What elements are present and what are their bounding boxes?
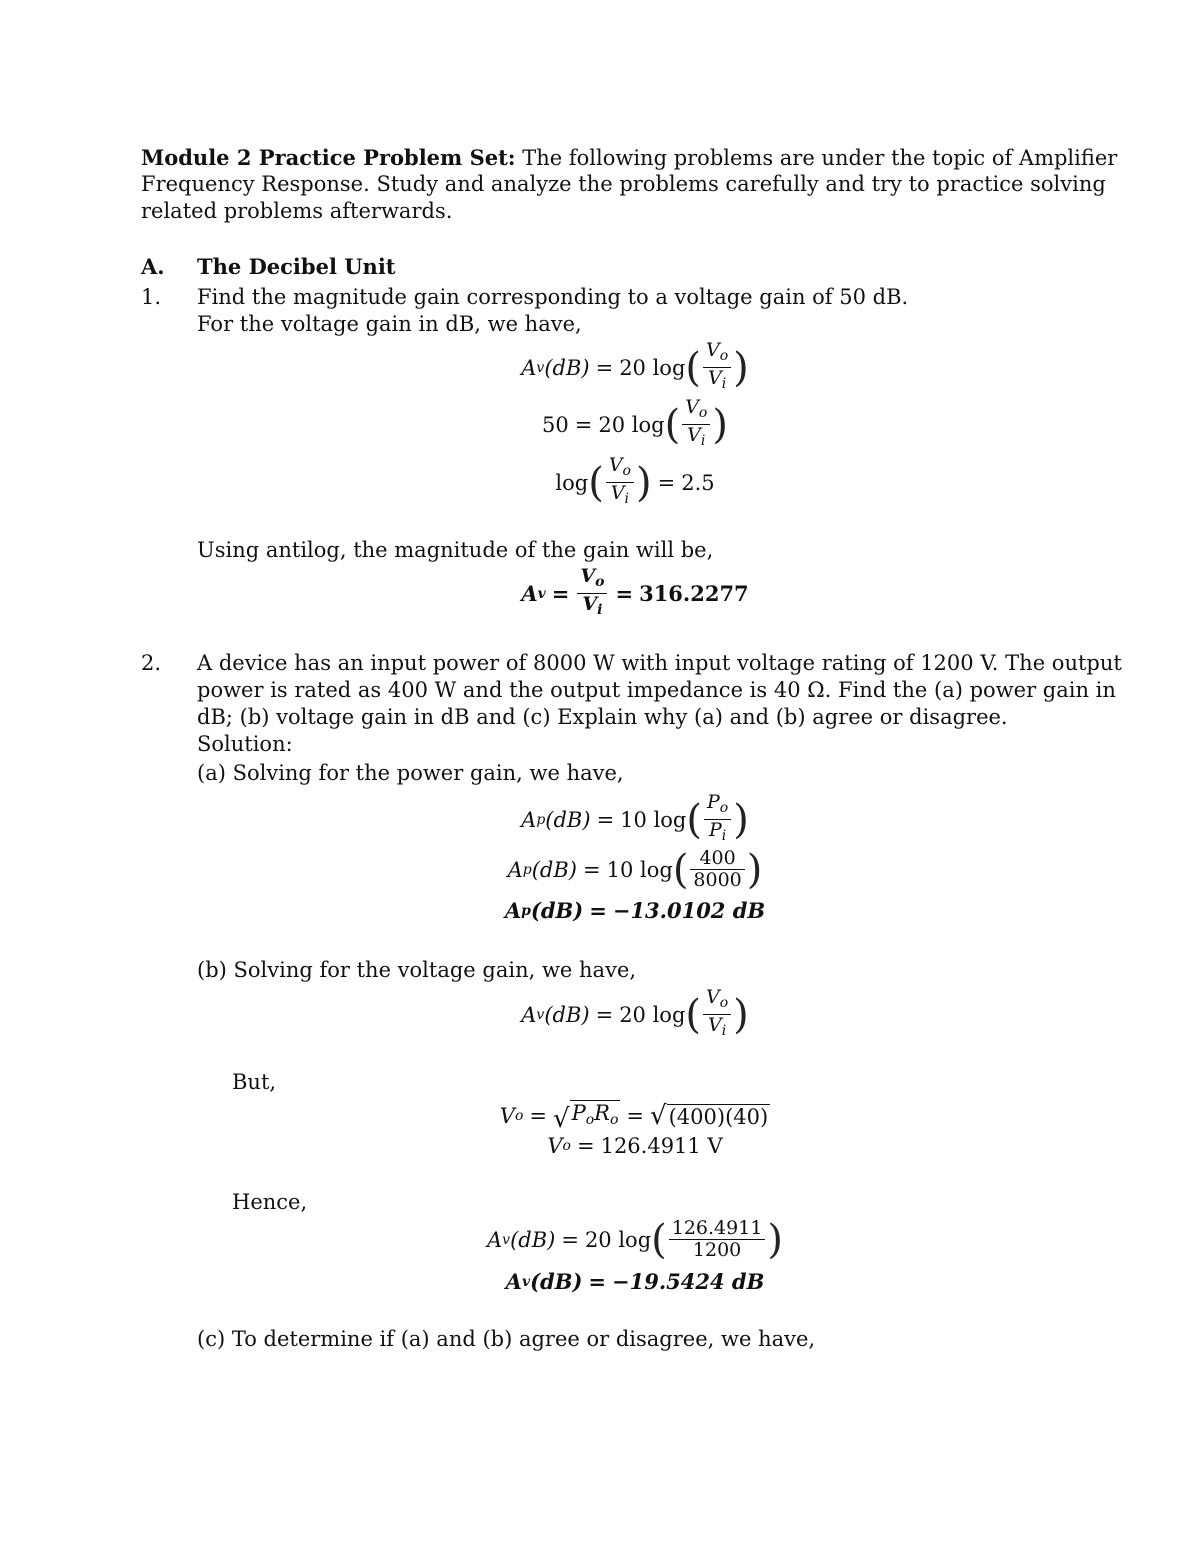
frac-num: V	[685, 396, 699, 418]
eq-equals: =	[583, 857, 601, 882]
eq-subscript: v	[537, 585, 546, 602]
eq-result: −13.0102 dB	[612, 898, 766, 923]
eq-equals: =	[615, 581, 634, 606]
eq-symbol: A	[507, 857, 523, 882]
eq-symbol: A	[504, 898, 522, 923]
eq-symbol: A	[521, 807, 537, 832]
eq-coefficient: 20 log	[584, 1227, 652, 1252]
frac-num: V	[580, 565, 596, 587]
eq-argument: (dB)	[510, 1227, 556, 1252]
frac-den: V	[687, 424, 701, 446]
but-label: But,	[232, 1070, 277, 1094]
intro-heading: Module 2 Practice Problem Set:	[141, 145, 516, 170]
equation-power-gain-result	[0, 898, 1200, 923]
eq-equals: =	[551, 581, 570, 606]
equation-voltage-gain-db-2: A v (dB) = 20 log ( $\frac{V_o}{V_i}$ )	[0, 987, 1200, 1042]
eq-result: 316.2277	[639, 581, 749, 606]
eq-symbol: A	[521, 355, 537, 380]
part-b-text: (b) Solving for the voltage gain, we have,	[197, 958, 637, 982]
eq-symbol: A	[505, 1269, 522, 1294]
frac-num: 126.4911	[671, 1217, 763, 1239]
eq-subscript: v	[536, 1006, 545, 1023]
equation-magnitude-gain	[0, 566, 1200, 621]
equation-log-ratio: log ( $\frac{V_o}{V_i}$ ) = 2.5	[0, 455, 1200, 510]
frac-num: V	[706, 339, 720, 361]
eq-coefficient: 10 log	[606, 857, 673, 882]
eq-subscript: p	[536, 811, 546, 828]
eq-subscript: o	[562, 1138, 571, 1154]
solution-label: Solution:	[197, 732, 293, 756]
intro-line-1	[141, 144, 1117, 172]
frac-den: V	[707, 367, 722, 389]
frac-den-sub: i	[721, 376, 727, 392]
part-c-text: (c) To determine if (a) and (b) agree or disagree, we have,	[197, 1327, 816, 1351]
eq-argument: (dB)	[545, 807, 591, 832]
problem-2-line-2: power is rated as 400 W and the output impedance is 40 Ω. Find the (a) power gain in	[197, 678, 1116, 702]
frac-num: P	[706, 791, 720, 813]
frac-num-sub: o	[719, 800, 729, 816]
eq-equals: =	[561, 1227, 579, 1252]
frac-den-sub: i	[597, 602, 603, 618]
eq-subscript: v	[502, 1231, 511, 1248]
eq-equals: =	[595, 1002, 614, 1027]
eq-coefficient: 20 log	[598, 412, 665, 437]
eq-coefficient: 20 log	[619, 1002, 686, 1027]
eq-fraction	[606, 455, 634, 510]
eq-equals: =	[589, 898, 607, 923]
problem-1-number: 1.	[141, 285, 162, 309]
problem-2-line-3: dB; (b) voltage gain in dB and (c) Explain why (a) and (b) agree or disagree.	[197, 705, 1008, 729]
eq-fraction	[704, 792, 731, 847]
problem-1-question: Find the magnitude gain corresponding to a voltage gain of 50 dB.	[197, 285, 909, 309]
radicand-values: (400)(40)	[668, 1105, 769, 1129]
eq-result: −19.5424 dB	[612, 1269, 765, 1294]
eq-coefficient: 10 log	[620, 807, 687, 832]
eq-subscript: p	[521, 902, 531, 919]
eq-equals: =	[529, 1104, 548, 1128]
eq-fraction	[669, 1218, 766, 1261]
eq-argument: (dB)	[530, 1269, 583, 1294]
section-a-title: The Decibel Unit	[197, 254, 396, 279]
problem-1-lead: For the voltage gain in dB, we have,	[197, 312, 582, 336]
eq-subscript: p	[522, 861, 532, 878]
frac-den: V	[610, 482, 625, 504]
section-a-letter: A.	[141, 254, 165, 279]
radicand-r: R	[594, 1101, 610, 1125]
eq-fraction	[703, 987, 731, 1042]
frac-num-sub: o	[698, 405, 708, 421]
eq-rhs: 2.5	[681, 470, 715, 495]
hence-label: Hence,	[232, 1190, 308, 1214]
eq-argument: (dB)	[544, 1002, 590, 1027]
eq-equals: =	[626, 1104, 645, 1128]
equation-power-gain-db: A p (dB) = 10 log ( $\frac{P_o}{P_i}$ )	[0, 792, 1200, 847]
frac-den-sub: i	[721, 828, 727, 844]
frac-den: V	[707, 1014, 722, 1036]
equation-voltage-gain-result	[0, 1269, 1200, 1294]
eq-argument: (dB)	[531, 857, 577, 882]
radicand-p-sub: o	[585, 1112, 595, 1128]
frac-num: V	[706, 986, 720, 1008]
intro-line-3: related problems afterwards.	[141, 199, 453, 223]
radicand-p: P	[571, 1101, 586, 1125]
eq-equals: =	[596, 807, 615, 832]
eq-result: 126.4911 V	[600, 1134, 723, 1158]
equation-output-voltage-result	[0, 1134, 1200, 1158]
eq-fraction	[703, 340, 731, 395]
eq-fraction	[682, 397, 710, 452]
eq-fraction	[577, 566, 607, 621]
eq-fraction	[690, 848, 744, 891]
eq-subscript: v	[536, 359, 545, 376]
frac-den: V	[582, 593, 598, 615]
eq-equals: =	[588, 1269, 607, 1294]
eq-symbol: A	[521, 1002, 537, 1027]
frac-num-sub: o	[622, 463, 631, 479]
eq-equals: =	[574, 412, 593, 437]
eq-subscript: o	[514, 1108, 524, 1124]
frac-den-sub: i	[700, 433, 706, 449]
eq-function: log	[555, 470, 589, 495]
intro-line-2: Frequency Response. Study and analyze the problems carefully and try to practice solving	[141, 172, 1106, 196]
equation-output-voltage	[0, 1100, 1200, 1132]
sqrt-symbol: √ $P_oR_o$	[553, 1101, 619, 1134]
frac-den: 8000	[693, 869, 742, 891]
problem-2-number: 2.	[141, 651, 162, 675]
frac-den-sub: i	[721, 1023, 727, 1039]
eq-argument: (dB)	[530, 898, 584, 923]
eq-symbol: V	[499, 1104, 515, 1128]
antilog-text: Using antilog, the magnitude of the gain will be,	[197, 538, 714, 562]
intro-text-1: The following problems are under the topic of Amplifier	[515, 146, 1118, 170]
eq-coefficient: 20 log	[619, 355, 686, 380]
frac-num: 400	[699, 847, 736, 869]
eq-subscript: v	[521, 1273, 531, 1290]
frac-num: V	[608, 454, 623, 476]
eq-symbol: A	[521, 581, 538, 606]
frac-den: 1200	[692, 1239, 742, 1261]
eq-equals: =	[595, 355, 614, 380]
eq-equals: =	[576, 1134, 595, 1158]
equation-50-db: 50 = 20 log ( $\frac{V_o}{V_i}$ )	[0, 397, 1200, 452]
equation-voltage-gain-db: A v (dB) = 20 log ( $\frac{V_o}{V_i}$ )	[0, 340, 1200, 395]
equation-power-gain-values: A p (dB) = 10 log ( $\frac{400}{8000}$ )	[507, 846, 763, 893]
eq-argument: (dB)	[544, 355, 590, 380]
eq-equals: =	[657, 470, 676, 495]
radicand-r-sub: o	[609, 1112, 619, 1128]
frac-den-sub: i	[624, 491, 629, 507]
frac-den: P	[708, 819, 722, 841]
problem-2-line-1: A device has an input power of 8000 W with input voltage rating of 1200 V. The output	[197, 651, 1122, 675]
eq-symbol: A	[486, 1227, 503, 1252]
frac-num-sub: o	[595, 574, 605, 590]
frac-num-sub: o	[719, 348, 729, 364]
equation-voltage-gain-values: A v (dB) = 20 log ( $\frac{126.4911}{1200}$ )	[486, 1216, 784, 1263]
eq-symbol: V	[547, 1134, 563, 1158]
frac-num-sub: o	[719, 995, 729, 1011]
sqrt-symbol: √ (400)(40)	[650, 1101, 769, 1131]
eq-lhs: 50	[542, 412, 569, 437]
part-a-text: (a) Solving for the power gain, we have,	[197, 761, 624, 785]
